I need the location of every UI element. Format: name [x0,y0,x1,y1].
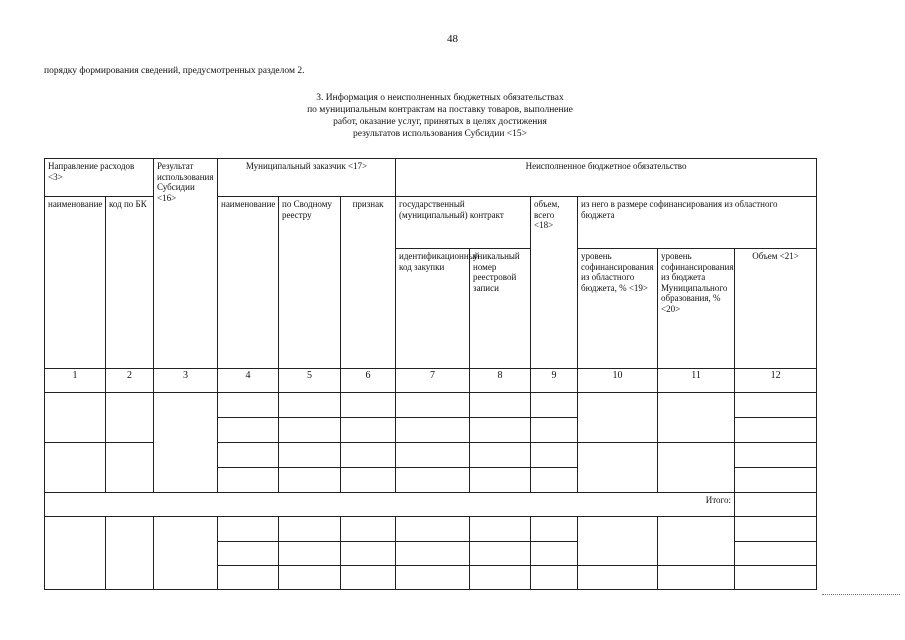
table-cell[interactable] [279,393,341,418]
table-cell[interactable] [341,418,396,443]
header-name-1: наименование [45,197,106,369]
column-number: 2 [106,369,154,393]
total-label: Итого: [45,493,735,517]
header-result: Результат использования Субсидии <16> [154,159,218,369]
column-number: 12 [735,369,817,393]
table-cell[interactable] [279,542,341,566]
table-cell[interactable] [279,443,341,468]
header-purchase-id: идентификационный код закупки [396,249,470,369]
table-cell[interactable] [735,418,817,443]
table-cell[interactable] [470,566,531,590]
header-direction: Направление расходов <3> [45,159,154,197]
table-cell[interactable] [396,566,470,590]
table-cell[interactable] [396,393,470,418]
table-cell[interactable] [279,566,341,590]
table-cell[interactable] [396,517,470,542]
table-cell[interactable] [45,393,106,443]
table-cell[interactable] [735,566,817,590]
table-cell[interactable] [470,418,531,443]
table-cell[interactable] [341,443,396,468]
table-cell[interactable] [578,393,658,443]
table-cell[interactable] [341,468,396,493]
header-sign: признак [341,197,396,369]
total-value[interactable] [735,493,817,517]
table-cell[interactable] [735,393,817,418]
header-level-regional: уровень софинансирования из областного бюджета, % <19> [578,249,658,369]
table-cell[interactable] [531,443,578,468]
section-title-line: результатов использования Субсидии <15> [352,129,528,139]
section-title-line: 3. Информация о неисполненных бюджетных обязательствах [316,93,564,103]
table-cell[interactable] [218,443,279,468]
table-cell[interactable] [396,468,470,493]
header-name-2: наименование [218,197,279,369]
section-title-line: по муниципальным контрактам на поставку товаров, выполнение [307,105,573,115]
header-registry-number: уникальный номер реестровой записи [470,249,531,369]
table-cell[interactable] [470,393,531,418]
table-cell[interactable] [531,418,578,443]
section-title [200,92,680,140]
table-cell[interactable] [531,542,578,566]
header-bk-code: код по БК [106,197,154,369]
column-number: 4 [218,369,279,393]
column-number: 1 [45,369,106,393]
table-cell[interactable] [578,517,658,566]
column-number: 3 [154,369,218,393]
table-cell[interactable] [735,517,817,542]
header-obligation: Неисполненное бюджетное обязательство [396,159,817,197]
column-number: 11 [658,369,735,393]
table-cell[interactable] [396,418,470,443]
table-cell[interactable] [578,443,658,493]
table-cell[interactable] [658,517,735,566]
table-row [45,393,817,418]
intro-text: порядку формирования сведений, предусмотренных разделом 2. [44,66,305,76]
header-volume: Объем <21> [735,249,817,369]
table-cell[interactable] [658,393,735,443]
total-row [45,493,817,517]
header-cofinancing: из него в размере софинансирования из областного бюджета [578,197,817,249]
header-registry: по Сводному реестру [279,197,341,369]
column-number: 5 [279,369,341,393]
column-numbers-row [45,369,817,393]
table-cell[interactable] [218,517,279,542]
header-customer: Муниципальный заказчик <17> [218,159,396,197]
column-number: 10 [578,369,658,393]
table-cell[interactable] [396,443,470,468]
table-cell[interactable] [218,418,279,443]
table-cell[interactable] [279,468,341,493]
table-cell[interactable] [218,566,279,590]
table-cell[interactable] [658,443,735,493]
table-row [45,517,817,542]
table-cell[interactable] [45,517,106,590]
table-cell[interactable] [470,517,531,542]
table-cell[interactable] [658,566,735,590]
table-cell[interactable] [470,468,531,493]
table-cell[interactable] [578,566,658,590]
scan-artifact-line [822,594,900,595]
table-cell[interactable] [531,566,578,590]
column-number: 7 [396,369,470,393]
table-cell[interactable] [341,542,396,566]
table-cell[interactable] [341,393,396,418]
column-number: 8 [470,369,531,393]
table-cell[interactable] [218,468,279,493]
table-cell[interactable] [735,542,817,566]
table-cell[interactable] [531,517,578,542]
table-cell[interactable] [279,517,341,542]
table-cell[interactable] [531,468,578,493]
table-cell[interactable] [106,393,154,443]
table-cell[interactable] [531,393,578,418]
table-cell[interactable] [106,443,154,493]
table-cell[interactable] [106,517,154,590]
table-cell[interactable] [341,566,396,590]
column-number: 9 [531,369,578,393]
header-contract: государственный (муниципальный) контракт [396,197,531,249]
table-cell[interactable] [154,517,218,590]
table-cell[interactable] [470,443,531,468]
table-cell[interactable] [154,393,218,493]
page-number: 48 [447,33,458,45]
table-cell[interactable] [279,418,341,443]
table-cell[interactable] [341,517,396,542]
table-cell[interactable] [218,393,279,418]
table-cell[interactable] [45,443,106,493]
table-cell[interactable] [470,542,531,566]
obligations-table [44,158,817,590]
table-cell[interactable] [735,443,817,468]
table-cell[interactable] [735,468,817,493]
header-level-municipal: уровень софинансирования из бюджета Муниципального образования, % <20> [658,249,735,369]
table-cell[interactable] [218,542,279,566]
section-title-line: работ, оказание услуг, принятых в целях достижения [333,117,547,127]
table-cell[interactable] [396,542,470,566]
header-volume-total: объем, всего <18> [531,197,578,369]
column-number: 6 [341,369,396,393]
